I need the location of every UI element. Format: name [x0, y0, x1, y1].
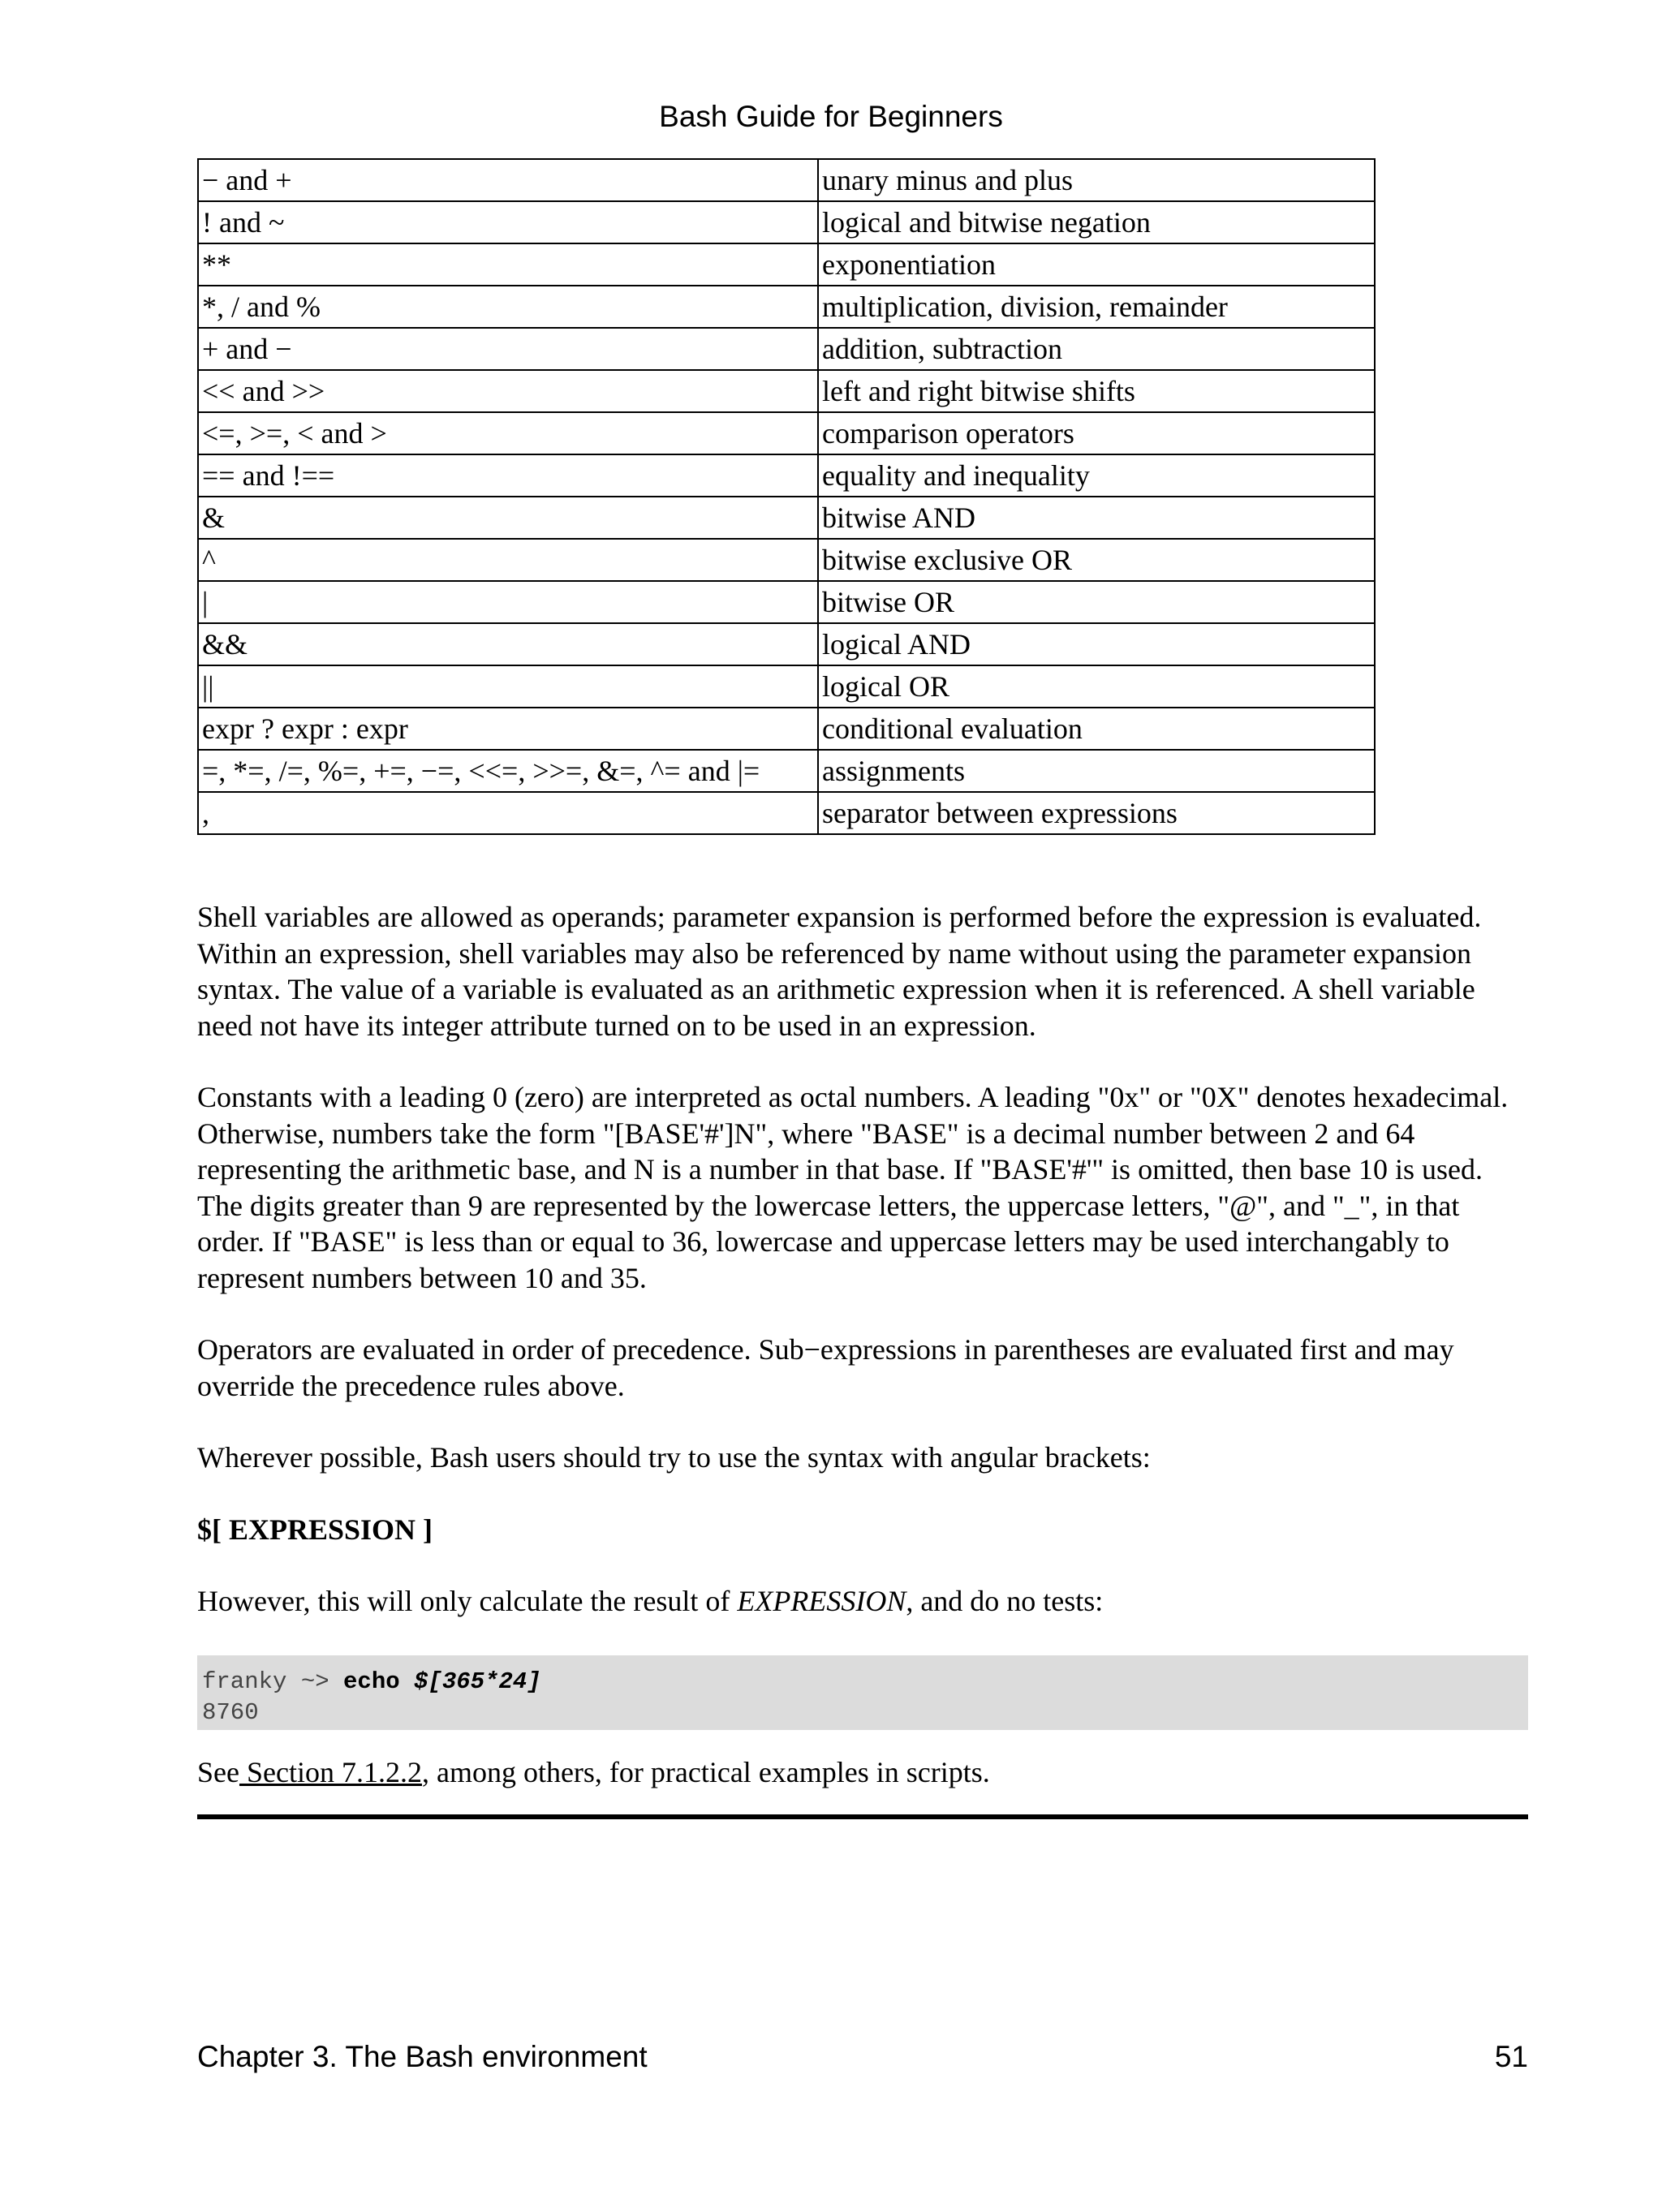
operator-cell: *, / and %: [198, 286, 818, 328]
command-argument: $[365*24]: [414, 1668, 541, 1695]
description-cell: left and right bitwise shifts: [818, 370, 1375, 412]
table-row: [198, 412, 1375, 454]
operator-cell: == and !==: [198, 454, 818, 497]
description-cell: logical OR: [818, 665, 1375, 708]
command-text: echo: [343, 1668, 415, 1695]
table-row: [198, 328, 1375, 370]
operator-cell: ||: [198, 665, 818, 708]
description-cell: assignments: [818, 750, 1375, 792]
table-row: [198, 539, 1375, 581]
operator-cell: <=, >=, < and >: [198, 412, 818, 454]
section-divider: [197, 1814, 1528, 1819]
paragraph-shell-variables: Shell variables are allowed as operands; parameter expansion is performed before the expression is evaluated. Within an expression, shell variables may also be referenced by name without using the parameter expansion syntax. The value of a variable is evaluated as an arithmetic expression when it is referenced. A shell variable need not have its integer attribute turned on to be used in an expression.: [197, 901, 1482, 1042]
operator-cell: &: [198, 497, 818, 539]
paragraph-precedence: Operators are evaluated in order of precedence. Sub−expressions in parentheses are evaluated first and may override the precedence rules above.: [197, 1333, 1454, 1402]
table-row: [198, 665, 1375, 708]
command-line: [202, 1667, 1523, 1698]
command-output: 8760: [202, 1698, 259, 1726]
description-cell: unary minus and plus: [818, 159, 1375, 201]
table-row: [198, 750, 1375, 792]
paragraph-see-also: [197, 1754, 1528, 1791]
operator-cell: &&: [198, 623, 818, 665]
paragraph-text: However, this will only calculate the result of: [197, 1585, 738, 1617]
table-row: [198, 581, 1375, 623]
description-cell: bitwise OR: [818, 581, 1375, 623]
description-cell: comparison operators: [818, 412, 1375, 454]
table-row: [198, 454, 1375, 497]
main-content: [197, 899, 1528, 1819]
syntax-expression: $[ EXPRESSION ]: [197, 1513, 433, 1546]
section-link[interactable]: Section 7.1.2.2: [239, 1755, 422, 1788]
description-cell: exponentiation: [818, 243, 1375, 286]
table-row: [198, 370, 1375, 412]
page-header: Bash Guide for Beginners: [659, 100, 1003, 133]
description-cell: logical AND: [818, 623, 1375, 665]
footer-chapter-title: Chapter 3. The Bash environment: [197, 2040, 648, 2073]
shell-prompt: franky ~>: [202, 1668, 344, 1695]
table-row: [198, 708, 1375, 750]
paragraph-angular-brackets: Wherever possible, Bash users should try to use the syntax with angular brackets:: [197, 1441, 1151, 1474]
operator-cell: ! and ~: [198, 201, 818, 243]
operator-cell: + and −: [198, 328, 818, 370]
description-cell: logical and bitwise negation: [818, 201, 1375, 243]
footer-page-number: 51: [1494, 2040, 1528, 2073]
operator-cell: − and +: [198, 159, 818, 201]
operator-cell: **: [198, 243, 818, 286]
table-row: [198, 623, 1375, 665]
table-row: [198, 497, 1375, 539]
table-row: [198, 201, 1375, 243]
paragraph-text: , and do no tests:: [906, 1585, 1104, 1617]
paragraph-text: , among others, for practical examples in scripts.: [421, 1755, 990, 1788]
operator-cell: |: [198, 581, 818, 623]
operator-cell: =, *=, /=, %=, +=, −=, <<=, >>=, &=, ^= and |=: [198, 750, 818, 792]
description-cell: bitwise AND: [818, 497, 1375, 539]
table-row: [198, 159, 1375, 201]
paragraph-constants: Constants with a leading 0 (zero) are interpreted as octal numbers. A leading "0x" or "0X" denotes hexadecimal. Otherwise, numbers take the form "[BASE'#']N", where "BASE" is a decimal number between 2 and 64 representing the arithmetic base, and N is a number in that base. If "BASE'#'" is omitted, then base 10 is used. The digits greater than 9 are represented by the lowercase letters, the uppercase letters, "@", and "_", in that order. If "BASE" is less than or equal to 36, lowercase and uppercase letters may be used interchangably to represent numbers between 10 and 35.: [197, 1081, 1509, 1294]
paragraph-text: See: [197, 1755, 239, 1788]
operator-cell: ^: [198, 539, 818, 581]
table-row: [198, 243, 1375, 286]
description-cell: equality and inequality: [818, 454, 1375, 497]
description-cell: addition, subtraction: [818, 328, 1375, 370]
description-cell: separator between expressions: [818, 792, 1375, 834]
emphasis-expression: EXPRESSION: [737, 1585, 906, 1617]
paragraph-calculate-only: [197, 1583, 1528, 1620]
operator-cell: ,: [198, 792, 818, 834]
table-row: [198, 286, 1375, 328]
code-example-block: [197, 1655, 1528, 1730]
description-cell: multiplication, division, remainder: [818, 286, 1375, 328]
operator-cell: << and >>: [198, 370, 818, 412]
table-row: [198, 792, 1375, 834]
description-cell: bitwise exclusive OR: [818, 539, 1375, 581]
description-cell: conditional evaluation: [818, 708, 1375, 750]
operators-precedence-table: [197, 158, 1376, 835]
operator-cell: expr ? expr : expr: [198, 708, 818, 750]
